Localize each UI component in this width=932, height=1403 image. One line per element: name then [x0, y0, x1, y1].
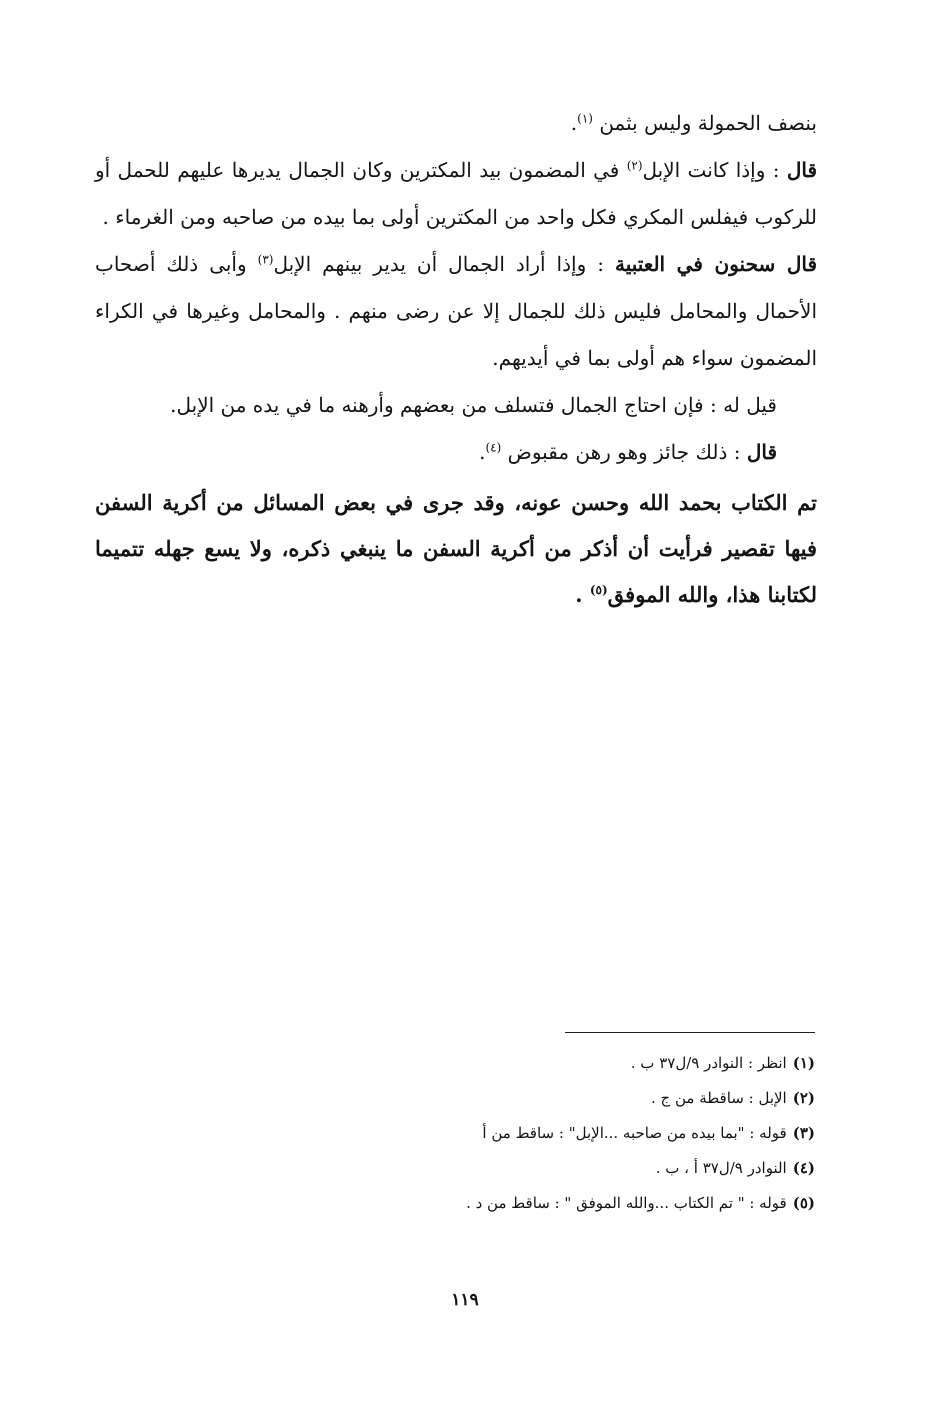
paragraph-5-lead: قال [746, 440, 777, 464]
paragraph-4-text: قيل له : فإن احتاج الجمال فتسلف من بعضهم وأرهنه ما في يده من الإبل. [170, 393, 777, 417]
footnote-4 [300, 1151, 815, 1186]
footnote-text: الإبل : ساقطة من ج . [651, 1089, 787, 1107]
footnote-separator [565, 1032, 815, 1033]
footnote-2 [300, 1081, 815, 1116]
footnote-ref-4: (٤) [485, 440, 502, 455]
paragraph-2-text: : وإذا كانت الإبل [642, 158, 780, 182]
footnote-number: (٤) [792, 1159, 815, 1177]
footnote-ref-2: (٢) [626, 158, 643, 173]
paragraph-2 [95, 147, 817, 241]
paragraph-3 [95, 241, 817, 382]
footnote-text: قوله : " تم الكتاب ...والله الموفق " : ساقط من د . [466, 1194, 787, 1212]
footnote-number: (٥) [792, 1194, 815, 1212]
page-number: ١١٩ [451, 1290, 479, 1310]
footnote-1 [300, 1046, 815, 1081]
main-text [95, 100, 817, 618]
paragraph-3-lead: قال سحنون في العتبية [614, 252, 818, 276]
footnotes [300, 1046, 815, 1221]
footnote-number: (٢) [792, 1089, 815, 1107]
footnote-ref-1: (١) [577, 111, 593, 126]
footnote-ref-5: (٥) [589, 583, 608, 597]
paragraph-5-tail: . [479, 440, 486, 464]
footnote-number: (١) [792, 1054, 815, 1072]
footnote-3 [300, 1116, 815, 1151]
paragraph-4 [95, 382, 817, 429]
paragraph-1-text: بنصف الحمولة وليس بثمن [599, 111, 817, 135]
paragraph-6-text: تم الكتاب بحمد الله وحسن عونه، وقد جرى في بعض المسائل من أكرية السفن فيها تقصير فرأيت أن أذكر من أكرية السفن ما ينبغي ذكره، ولا يسع جهله تتميما لكتابنا هذا، والله الموفق [95, 490, 817, 607]
footnote-ref-3: (٣) [257, 252, 274, 267]
paragraph-6 [95, 480, 817, 618]
footnote-number: (٣) [792, 1124, 815, 1142]
footnote-5 [300, 1186, 815, 1221]
paragraph-1-tail: . [570, 111, 578, 135]
paragraph-3-text: : وإذا أراد الجمال أن يدير بينهم الإبل [273, 252, 604, 276]
footnote-text: انظر : النوادر ٩/ل٣٧ ب . [630, 1054, 787, 1072]
footnote-text: قوله : "بما بيده من صاحبه ...الإبل" : ساقط من أ [482, 1124, 787, 1142]
paragraph-2-lead: قال [786, 158, 817, 182]
paragraph-2-tail: في المضمون بيد المكترين وكان الجمال يديرها عليهم للحمل أو للركوب فيفلس المكري فكل واحد من المكترين أولى بما بيده من صاحبه ومن الغرماء . [95, 158, 817, 229]
paragraph-3-tail: وأبى ذلك أصحاب الأحمال والمحامل فليس ذلك للجمال إلا عن رضى منهم . والمحامل وغيرها في الكراء المضمون سواء هم أولى بما في أيديهم. [95, 252, 817, 370]
paragraph-1 [95, 100, 817, 147]
footnote-text: النوادر ٩/ل٣٧ أ ، ب . [655, 1159, 787, 1177]
paragraph-6-tail: . [575, 582, 590, 607]
paragraph-5 [95, 429, 817, 476]
paragraph-5-text: : ذلك جائز وهو رهن مقبوض [507, 440, 741, 464]
